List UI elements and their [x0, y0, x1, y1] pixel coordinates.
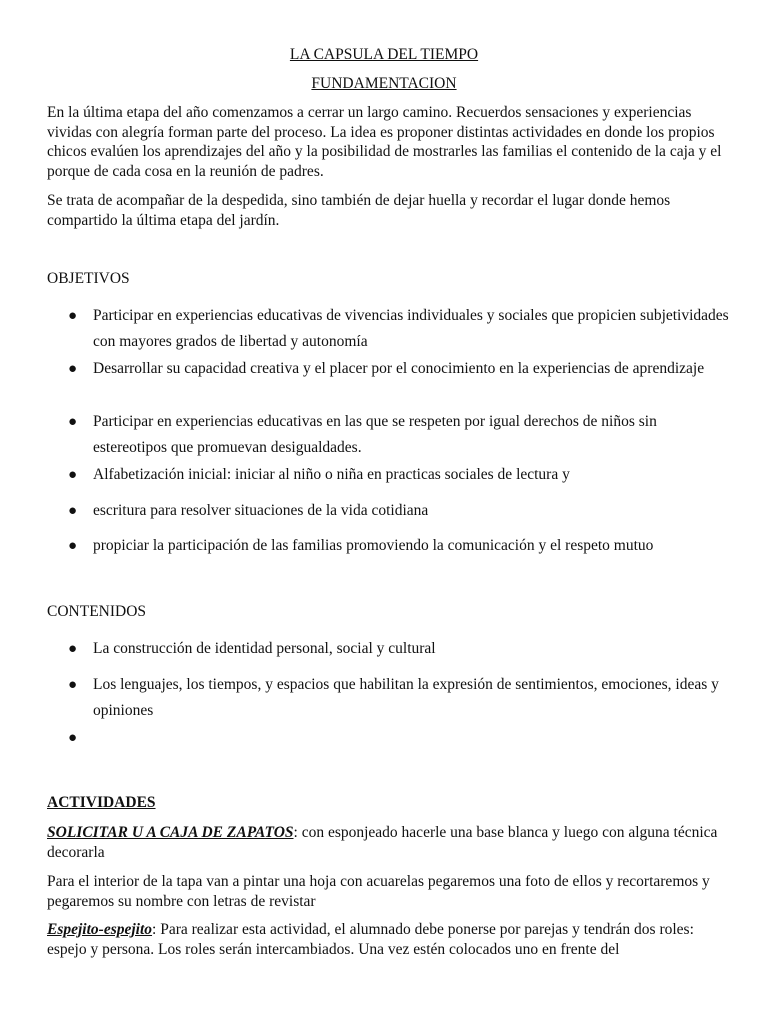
bullet-icon: ●	[68, 414, 78, 430]
document-title: LA CAPSULA DEL TIEMPO	[289, 46, 479, 63]
bullet-icon: ●	[68, 361, 78, 377]
section-heading-contenidos: CONTENIDOS	[47, 603, 147, 620]
objetivo-item: escritura para resolver situaciones de la vida cotidiana	[93, 502, 429, 519]
bullet-icon: ●	[68, 677, 78, 693]
bullet-icon: ●	[68, 308, 78, 324]
objetivo-item: propiciar la participación de las familias promoviendo la comunicación y el respeto mutuo	[93, 537, 654, 554]
section-heading-objetivos: OBJETIVOS	[47, 270, 130, 287]
objetivo-item: Participar en experiencias educativas en las que se respeten por igual derechos de niños sin estereotipos que promuevan desigualdades.	[93, 413, 657, 456]
actividad-1-paragraph	[47, 823, 727, 862]
objetivo-item: Participar en experiencias educativas de vivencias individuales y sociales que propicien subjetividades con mayores grados de libertad y autonomía	[93, 307, 729, 350]
bullet-icon: ●	[68, 467, 78, 483]
contenido-item: La construcción de identidad personal, social y cultural	[93, 640, 436, 657]
actividad-2-paragraph	[47, 920, 727, 959]
bullet-icon: ●	[68, 730, 78, 746]
section-heading-actividades: ACTIVIDADES	[47, 794, 156, 811]
actividad-2-text: : Para realizar esta actividad, el alumnado debe ponerse por parejas y tendrán dos roles: espejo y persona. Los roles serán intercambiados. Una vez estén colocados uno en frente del	[47, 921, 694, 958]
actividad-1-text: : con esponjeado hacerle una base blanca y luego con alguna técnica decorarla	[47, 824, 718, 861]
intro-paragraph-1: En la última etapa del año comenzamos a cerrar un largo camino. Recuerdos sensaciones y experiencias vividas con alegría forman parte del proceso. La idea es proponer distintas actividades en donde los propios chicos evalúen los aprendizajes del año y la posibilidad de mostrarles las familias el contenido de la caja y el porque de cada cosa en la reunión de padres.	[47, 104, 722, 180]
contenido-item: Los lenguajes, los tiempos, y espacios que habilitan la expresión de sentimientos, emociones, ideas y opiniones	[93, 676, 719, 719]
actividad-1-paragraph-2: Para el interior de la tapa van a pintar una hoja con acuarelas pegaremos una foto de ellos y recortaremos y pegaremos su nombre con letras de revistar	[47, 873, 710, 910]
objetivo-item: Alfabetización inicial: iniciar al niño o niña en practicas sociales de lectura y	[93, 466, 570, 483]
bullet-icon: ●	[68, 538, 78, 554]
objetivo-item: Desarrollar su capacidad creativa y el placer por el conocimiento en la experiencias de aprendizaje	[93, 360, 705, 377]
section-heading-fundamentacion: FUNDAMENTACION	[311, 75, 457, 92]
actividad-2-label: Espejito-espejito	[47, 921, 153, 938]
intro-paragraph-2: Se trata de acompañar de la despedida, sino también de dejar huella y recordar el lugar donde hemos compartido la última etapa del jardín.	[47, 192, 671, 229]
actividad-1-label: SOLICITAR U A CAJA DE ZAPATOS	[47, 824, 294, 841]
bullet-icon: ●	[68, 641, 78, 657]
bullet-icon: ●	[68, 503, 78, 519]
